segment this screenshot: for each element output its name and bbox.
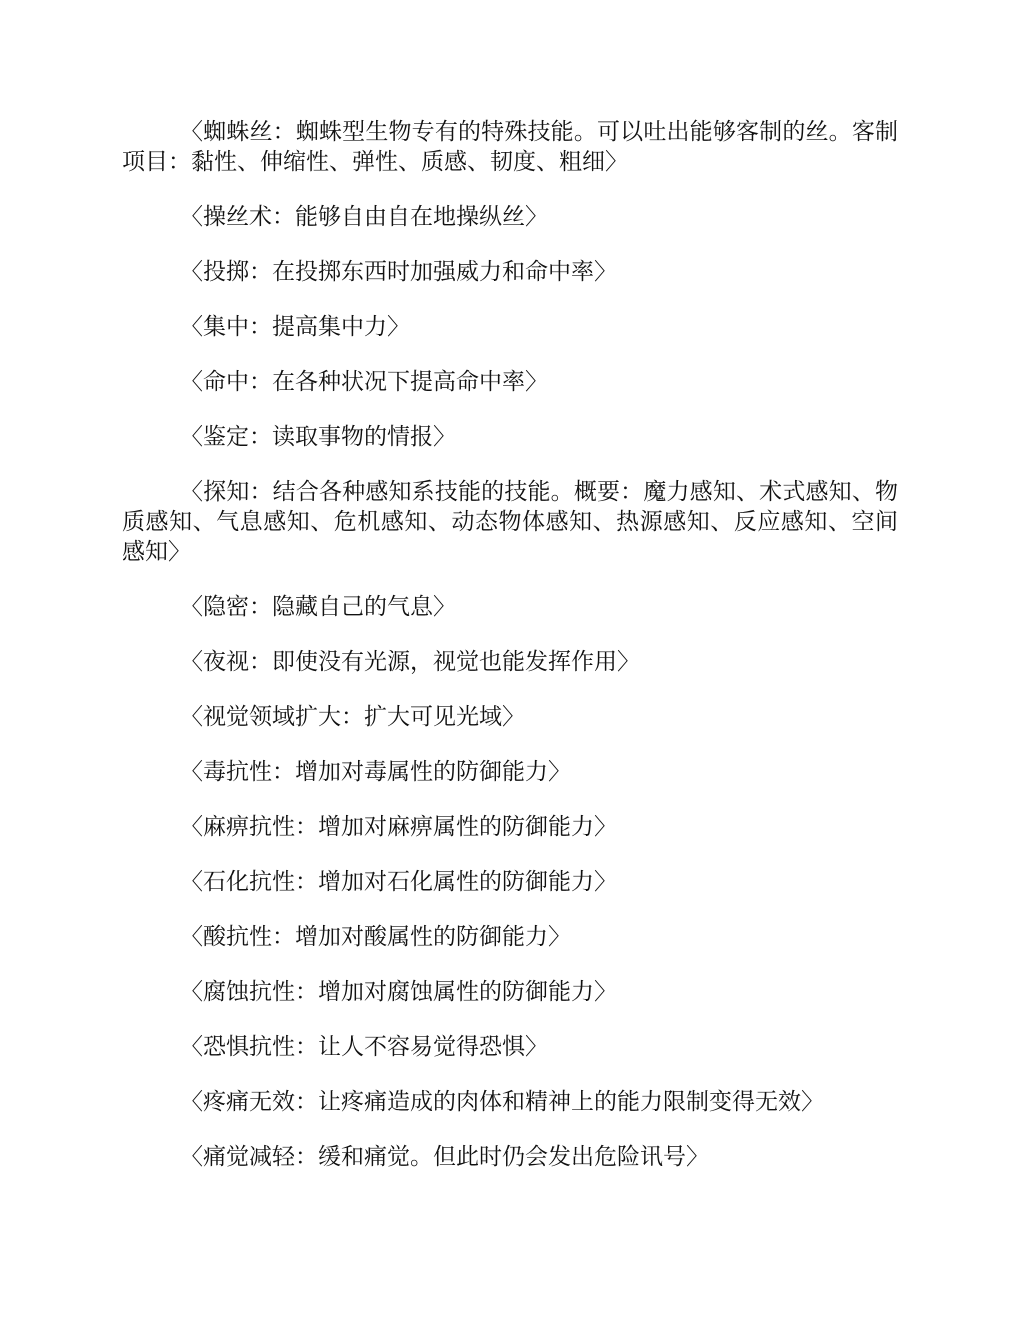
skill-paragraph-throw: 〈投掷：在投掷东西时加强威力和命中率〉 <box>180 259 617 285</box>
skill-paragraph-concentration: 〈集中：提高集中力〉 <box>180 314 410 340</box>
skill-paragraph-spider-silk: 〈蜘蛛丝：蜘蛛型生物专有的特殊技能。可以吐出能够客制的丝。客制项目：黏性、伸缩性、弹性、质感、韧度、粗细〉 <box>122 119 898 175</box>
skill-paragraph-paralysis-resistance: 〈麻痹抗性：增加对麻痹属性的防御能力〉 <box>180 814 617 840</box>
skill-paragraph-vision-expansion: 〈视觉领域扩大：扩大可见光域〉 <box>180 704 525 730</box>
skill-paragraph-poison-resistance: 〈毒抗性：增加对毒属性的防御能力〉 <box>180 759 571 785</box>
skill-paragraph-pain-nullification: 〈疼痛无效：让疼痛造成的肉体和精神上的能力限制变得无效〉 <box>180 1089 824 1115</box>
skill-paragraph-silk-manipulation: 〈操丝术：能够自由自在地操纵丝〉 <box>180 204 548 230</box>
skill-paragraph-fear-resistance: 〈恐惧抗性：让人不容易觉得恐惧〉 <box>180 1034 548 1060</box>
document-body <box>122 117 898 1197</box>
skill-paragraph-acid-resistance: 〈酸抗性：增加对酸属性的防御能力〉 <box>180 924 571 950</box>
skill-paragraph-petrification-resistance: 〈石化抗性：增加对石化属性的防御能力〉 <box>180 869 617 895</box>
skill-paragraph-appraisal: 〈鉴定：读取事物的情报〉 <box>180 424 456 450</box>
skill-paragraph-pain-mitigation: 〈痛觉减轻：缓和痛觉。但此时仍会发出危险讯号〉 <box>180 1144 709 1170</box>
skill-paragraph-detection: 〈探知：结合各种感知系技能的技能。概要：魔力感知、术式感知、物质感知、气息感知、危机感知、动态物体感知、热源感知、反应感知、空间感知〉 <box>122 479 898 565</box>
skill-paragraph-accuracy: 〈命中：在各种状况下提高命中率〉 <box>180 369 548 395</box>
skill-paragraph-stealth: 〈隐密：隐藏自己的气息〉 <box>180 594 456 620</box>
skill-paragraph-rot-resistance: 〈腐蚀抗性：增加对腐蚀属性的防御能力〉 <box>180 979 617 1005</box>
skill-paragraph-night-vision: 〈夜视：即使没有光源，视觉也能发挥作用〉 <box>180 649 640 675</box>
